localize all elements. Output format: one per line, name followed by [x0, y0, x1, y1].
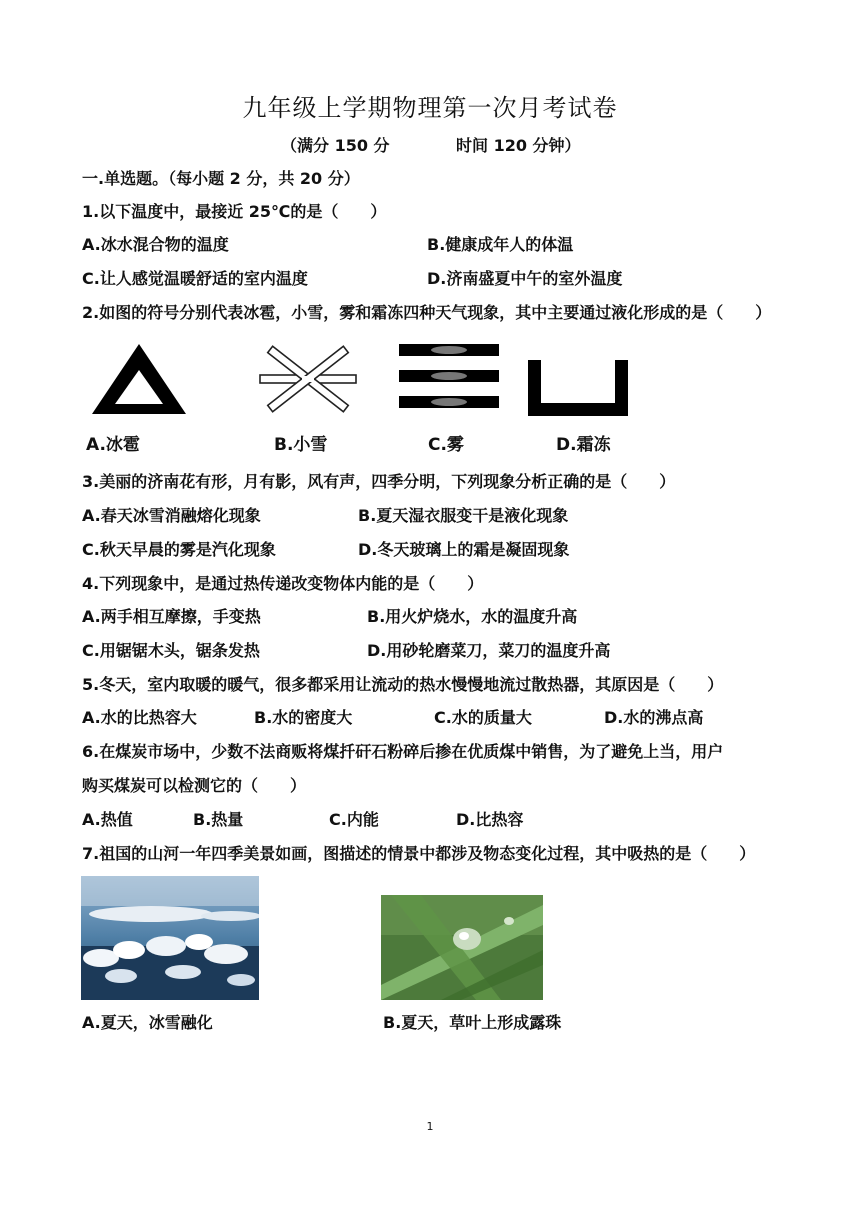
exam-title: 九年级上学期物理第一次月考试卷 — [242, 94, 618, 122]
exam-time: 时间 120 分钟） — [456, 136, 581, 155]
light-snow-label: B.小雪 — [274, 435, 328, 455]
hail-label: A.冰雹 — [86, 435, 140, 455]
page-number: 1 — [426, 1120, 434, 1133]
question-3-option-c: C.秋天早晨的雾是汽化现象 — [82, 540, 276, 559]
question-3-option-d: D.冬天玻璃上的霜是凝固现象 — [358, 540, 570, 559]
question-5-stem: 5.冬天，室内取暖的暖气，很多都采用让流动的热水慢慢地流过散热器，其原因是（ ） — [82, 675, 724, 694]
question-3-option-a: A.春天冰雪消融熔化现象 — [82, 506, 261, 525]
question-7-option-b: B.夏天，草叶上形成露珠 — [383, 1013, 562, 1032]
question-4-option-a: A.两手相互摩擦，手变热 — [82, 607, 261, 626]
dew-on-grass-photo — [381, 895, 543, 1000]
question-1-stem: 1.以下温度中，最接近 25℃的是（ ） — [82, 202, 387, 221]
question-4-option-b: B.用火炉烧水，水的温度升高 — [367, 607, 578, 626]
frost-symbol-icon — [528, 360, 628, 416]
question-6-stem-continued: 购买煤炭可以检测它的（ ） — [82, 776, 307, 795]
question-5-option-b: B.水的密度大 — [254, 708, 353, 727]
question-1-option-c: C.让人感觉温暖舒适的室内温度 — [82, 269, 308, 288]
question-5-option-a: A.水的比热容大 — [82, 708, 197, 727]
question-5-option-c: C.水的质量大 — [434, 708, 532, 727]
light-snow-symbol-icon — [258, 343, 358, 417]
question-6-option-d: D.比热容 — [456, 810, 524, 829]
question-4-option-c: C.用锯锯木头，锯条发热 — [82, 641, 260, 660]
full-score: （满分 150 分 — [281, 136, 390, 155]
fog-symbol-icon — [399, 342, 499, 410]
question-3-stem: 3.美丽的济南花有形，月有影，风有声，四季分明，下列现象分析正确的是（ ） — [82, 472, 676, 491]
question-6-option-c: C.内能 — [329, 810, 379, 829]
melting-ice-photo — [81, 876, 259, 1000]
question-2-stem: 2.如图的符号分别代表冰雹，小雪，雾和霜冻四种天气现象，其中主要通过液化形成的是（ ） — [82, 303, 772, 322]
question-1-option-d: D.济南盛夏中午的室外温度 — [427, 269, 623, 288]
question-3-option-b: B.夏天湿衣服变干是液化现象 — [358, 506, 569, 525]
question-4-stem: 4.下列现象中，是通过热传递改变物体内能的是（ ） — [82, 574, 484, 593]
question-6-option-b: B.热量 — [193, 810, 244, 829]
question-7-option-a: A.夏天，冰雪融化 — [82, 1013, 213, 1032]
question-6-stem: 6.在煤炭市场中，少数不法商贩将煤扦矸石粉碎后掺在优质煤中销售，为了避免上当，用户 — [82, 742, 724, 761]
question-5-option-d: D.水的沸点高 — [604, 708, 704, 727]
fog-label: C.雾 — [428, 435, 464, 455]
question-7-stem: 7.祖国的山河一年四季美景如画，图描述的情景中都涉及物态变化过程，其中吸热的是（ ） — [82, 844, 756, 863]
question-6-option-a: A.热值 — [82, 810, 133, 829]
section-heading: 一.单选题。（每小题 2 分，共 20 分） — [82, 169, 360, 188]
question-4-option-d: D.用砂轮磨菜刀，菜刀的温度升高 — [367, 641, 611, 660]
frost-label: D.霜冻 — [556, 435, 611, 455]
question-1-option-a: A.冰水混合物的温度 — [82, 235, 229, 254]
hail-symbol-icon — [88, 340, 190, 418]
question-1-option-b: B.健康成年人的体温 — [427, 235, 574, 254]
